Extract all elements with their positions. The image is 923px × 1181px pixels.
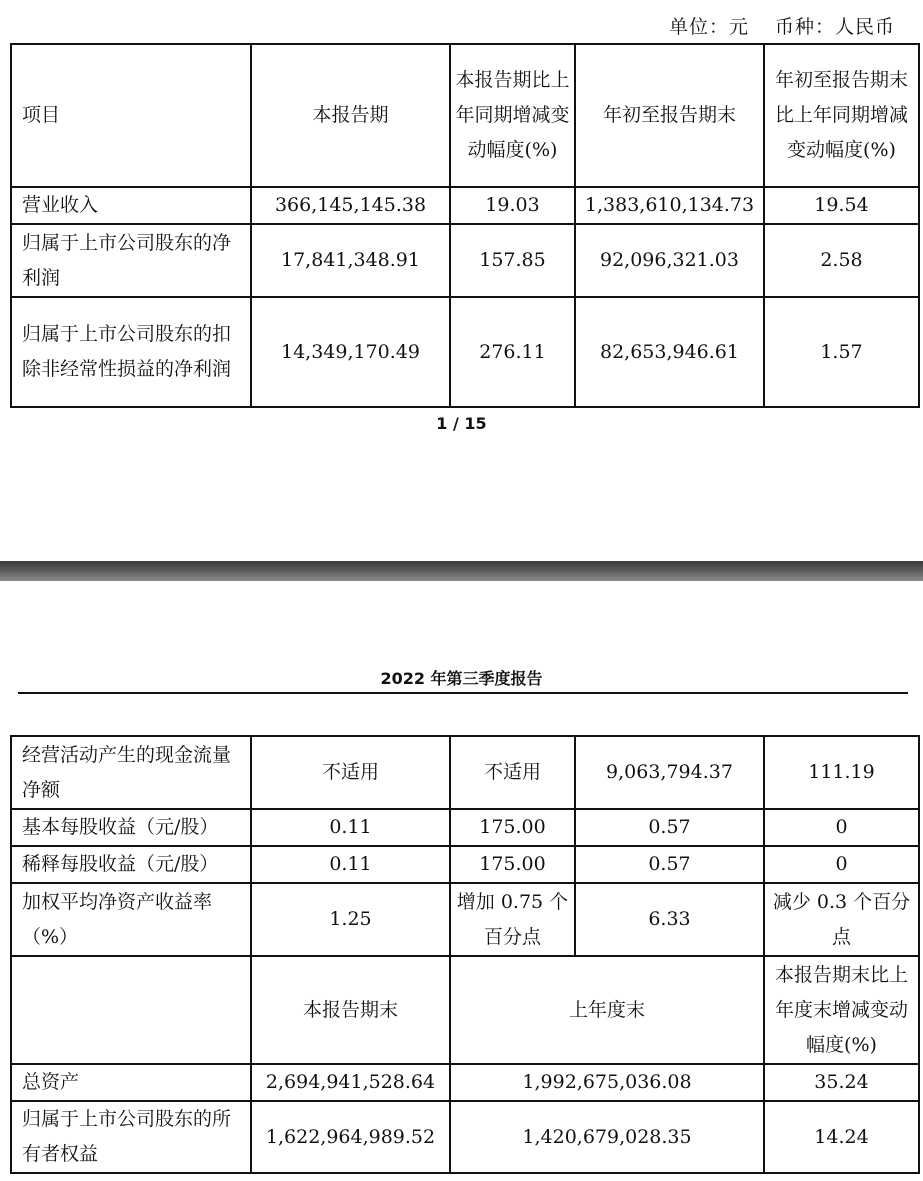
key-financials-table-continued: [10, 735, 920, 1174]
row-current-period: 0.11: [251, 809, 450, 846]
table-row: [11, 883, 919, 956]
row-ytd-change: 2.58: [764, 224, 919, 297]
row-current-change: 175.00: [450, 809, 575, 846]
row-item: 基本每股收益（元/股）: [11, 809, 251, 846]
row-ytd-change: 19.54: [764, 187, 919, 224]
row-item: 营业收入: [11, 187, 251, 224]
row-last-year-end: 1,420,679,028.35: [450, 1101, 764, 1173]
table-row: [11, 1064, 919, 1101]
row-item: 归属于上市公司股东的扣除非经常性损益的净利润: [11, 297, 251, 407]
row-last-year-end: 1,992,675,036.08: [450, 1064, 764, 1101]
currency-label: 币种：人民币: [774, 16, 895, 38]
page-number: 1 / 15: [436, 414, 487, 433]
header-period-end: 本报告期末: [251, 956, 450, 1064]
table-row: [11, 187, 919, 224]
row-current-change: 175.00: [450, 846, 575, 883]
row-current-change: 157.85: [450, 224, 575, 297]
row-item: 经营活动产生的现金流量净额: [11, 736, 251, 809]
title-underline: [18, 692, 908, 694]
header-item: 项目: [11, 44, 251, 187]
row-balance-change: 14.24: [764, 1101, 919, 1173]
row-current-period: 0.11: [251, 846, 450, 883]
row-current-change: 不适用: [450, 736, 575, 809]
row-current-change: 19.03: [450, 187, 575, 224]
table-row: [11, 1101, 919, 1173]
page-separator: [0, 561, 923, 581]
report-title: 2022 年第三季度报告: [380, 669, 543, 688]
key-financials-table: [10, 43, 920, 408]
row-period-end: 1,622,964,989.52: [251, 1101, 450, 1173]
table-row: [11, 736, 919, 809]
row-current-period: 17,841,348.91: [251, 224, 450, 297]
balance-header-row: [11, 956, 919, 1064]
header-balance-change: 本报告期末比上年度末增减变动幅度(%): [764, 956, 919, 1064]
row-ytd-change: 0: [764, 809, 919, 846]
row-item: 稀释每股收益（元/股）: [11, 846, 251, 883]
header-current-change: 本报告期比上年同期增减变动幅度(%): [450, 44, 575, 187]
table-header-row: [11, 44, 919, 187]
row-current-change: 276.11: [450, 297, 575, 407]
row-ytd: 1,383,610,134.73: [575, 187, 764, 224]
row-current-change: 增加 0.75 个百分点: [450, 883, 575, 956]
header-ytd: 年初至报告期末: [575, 44, 764, 187]
row-current-period: 14,349,170.49: [251, 297, 450, 407]
header-ytd-change: 年初至报告期末比上年同期增减变动幅度(%): [764, 44, 919, 187]
row-item: 归属于上市公司股东的净利润: [11, 224, 251, 297]
row-current-period: 不适用: [251, 736, 450, 809]
row-ytd: 92,096,321.03: [575, 224, 764, 297]
row-item: 加权平均净资产收益率（%）: [11, 883, 251, 956]
row-ytd: 0.57: [575, 846, 764, 883]
header-current-period: 本报告期: [251, 44, 450, 187]
header-last-year-end: 上年度末: [450, 956, 764, 1064]
row-ytd-change: 0: [764, 846, 919, 883]
row-ytd: 6.33: [575, 883, 764, 956]
row-current-period: 366,145,145.38: [251, 187, 450, 224]
row-current-period: 1.25: [251, 883, 450, 956]
row-ytd-change: 111.19: [764, 736, 919, 809]
row-balance-change: 35.24: [764, 1064, 919, 1101]
row-ytd: 0.57: [575, 809, 764, 846]
unit-label: 单位：元: [668, 16, 749, 38]
row-item: 总资产: [11, 1064, 251, 1101]
row-period-end: 2,694,941,528.64: [251, 1064, 450, 1101]
table-row: [11, 297, 919, 407]
table-row: [11, 224, 919, 297]
row-ytd-change: 1.57: [764, 297, 919, 407]
row-ytd: 82,653,946.61: [575, 297, 764, 407]
table-row: [11, 809, 919, 846]
row-item: 归属于上市公司股东的所有者权益: [11, 1101, 251, 1173]
table-row: [11, 846, 919, 883]
balance-header-item: [11, 956, 251, 1064]
row-ytd-change: 减少 0.3 个百分点: [764, 883, 919, 956]
row-ytd: 9,063,794.37: [575, 736, 764, 809]
unit-currency-line: [669, 12, 895, 39]
